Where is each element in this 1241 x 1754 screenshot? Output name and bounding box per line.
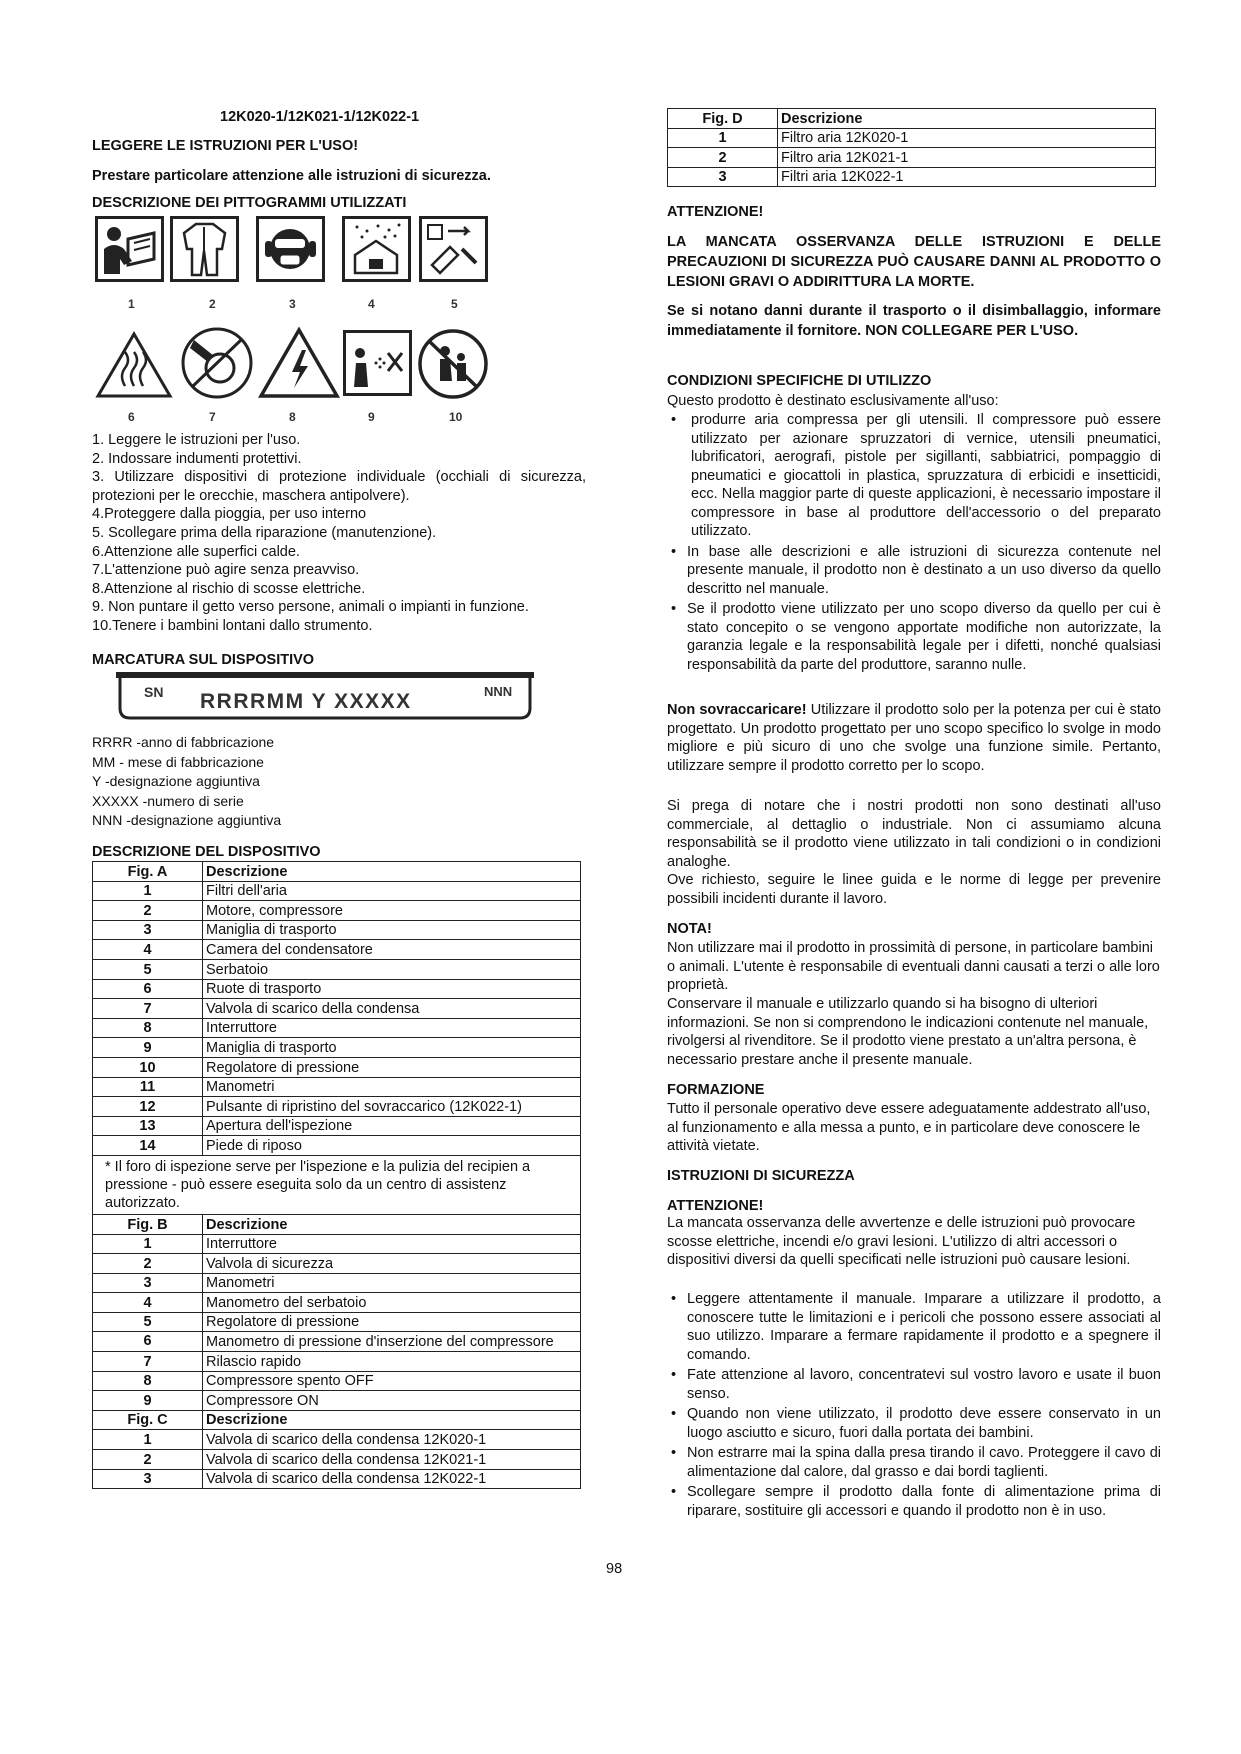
table-row — [93, 1430, 581, 1450]
pictogram-number-1: 1 — [128, 297, 135, 311]
marking-legend-item: XXXXX -numero di serie — [92, 792, 244, 809]
pictogram-list-item: 10.Tenere i bambini lontani dallo strumento. — [92, 617, 373, 634]
table-row — [93, 1057, 581, 1077]
list-item: • Se il prodotto viene utilizzato per uno scopo diverso da quello per cui è stato concepito o se vengono apportate modifiche non autorizzate, la garanzia legale e la responsabilità legale per i difetti, nonché qualsiasi responsabilità da parte del produttore, saranno nulle. — [667, 600, 1161, 674]
row-number: 6 — [93, 979, 203, 999]
fig-d-table — [667, 108, 1156, 187]
fig-d-header: Fig. D — [668, 109, 778, 129]
conditions-title: CONDIZIONI SPECIFICHE DI UTILIZZO — [667, 373, 932, 389]
nota-paragraph-1: Non utilizzare mai il prodotto in prossimità di persone, in particolare bambini o animali. L'utente è responsabile di eventuali danni causati a terzi o alle loro proprietà. — [667, 940, 1160, 993]
pictogram-number-2: 2 — [209, 297, 216, 311]
pictogram-list — [92, 431, 586, 636]
row-number: 6 — [93, 1332, 203, 1352]
table-row — [93, 1116, 581, 1136]
table-row — [93, 1352, 581, 1372]
row-description: Manometri — [203, 1273, 581, 1293]
pictogram-number-4: 4 — [368, 297, 375, 311]
fig-d-table-wrap — [667, 108, 1156, 187]
table-row — [93, 1018, 581, 1038]
nota-paragraph-2: Conservare il manuale e utilizzarlo quando si ha bisogno di ulteriori informazioni. Se non si comprendono le indicazioni contenute nel manuale, rivolgersi al rivenditore. Se il prodotto viene prestato a un'altra persona, è necessario prestare anche il presente manuale. — [667, 996, 1149, 1068]
row-description: Apertura dell'ispezione — [203, 1116, 581, 1136]
table-row — [668, 148, 1156, 168]
electric-shock-icon — [258, 326, 340, 400]
list-item: • Scollegare sempre il prodotto dalla fonte di alimentazione prima di riparare, sostituire gli accessori e quando il prodotto non è in uso. — [667, 1483, 1161, 1520]
row-number: 1 — [93, 881, 203, 901]
description-header: Descrizione — [203, 862, 581, 882]
marking-nnn: NNN — [484, 684, 513, 699]
row-number: 10 — [93, 1057, 203, 1077]
nota-title: NOTA! — [667, 921, 712, 937]
row-number: 5 — [93, 959, 203, 979]
row-number: 7 — [93, 1352, 203, 1372]
table-row — [93, 1332, 581, 1352]
row-description: Camera del condensatore — [203, 940, 581, 960]
row-number: 1 — [93, 1234, 203, 1254]
protect-from-rain-icon — [342, 216, 411, 282]
device-tables — [92, 861, 581, 1489]
conditions-list — [667, 411, 1161, 676]
description-header: Descrizione — [778, 109, 1156, 129]
pictogram-number-10: 10 — [449, 410, 463, 424]
inspection-note: * Il foro di ispezione serve per l'ispezione e la pulizia del recipien a pressione - può essere eseguita solo da un centro di assistenz autorizzato. — [93, 1155, 581, 1214]
list-item: • Fate attenzione al lavoro, concentratevi sul vostro lavoro e usate il buon senso. — [667, 1366, 1161, 1403]
fig-a-header: Fig. A — [93, 862, 203, 882]
row-number: 5 — [93, 1312, 203, 1332]
table-row — [93, 999, 581, 1019]
safety-list — [667, 1290, 1161, 1522]
warning-caps-text: LA MANCATA OSSERVANZA DELLE ISTRUZIONI E DELLE PRECAUZIONI DI SICUREZZA PUÒ CAUSARE DANNI AL PRODOTTO O LESIONI GRAVI O ADDIRITTURA LA MORTE. — [667, 234, 1161, 290]
overload-paragraph — [667, 701, 1161, 775]
list-item: • In base alle descrizioni e alle istruzioni di sicurezza contenute nel presente manuale, il prodotto non è destinato a un uso diverso da quello descritto nel manuale. — [667, 543, 1161, 599]
table-row — [93, 1077, 581, 1097]
pictogram-number-8: 8 — [289, 410, 296, 424]
table-row — [93, 1254, 581, 1274]
row-number: 7 — [93, 999, 203, 1019]
row-description: Valvola di scarico della condensa — [203, 999, 581, 1019]
row-description: Manometri — [203, 1077, 581, 1097]
table-row — [93, 881, 581, 901]
marking-legend — [92, 733, 281, 831]
row-description: Valvola di scarico della condensa 12K022-1 — [203, 1469, 581, 1489]
row-description: Filtri aria 12K022-1 — [778, 167, 1156, 187]
marking-legend-item: NNN -designazione aggiuntiva — [92, 812, 282, 828]
row-description: Compressore ON — [203, 1391, 581, 1411]
table-header — [668, 109, 1156, 129]
fig-a-table — [92, 861, 581, 1489]
training-paragraph: Tutto il personale operativo deve essere adeguatamente addestrato all'uso, al funzionamento e alla messa a punto, e in particolare deve conoscere le attività vietate. — [667, 1101, 1151, 1154]
training-title: FORMAZIONE — [667, 1082, 765, 1098]
row-number: 1 — [93, 1430, 203, 1450]
table-row — [93, 1450, 581, 1470]
read-instructions-heading: LEGGERE LE ISTRUZIONI PER L'USO! — [92, 138, 359, 154]
attention-heading: ATTENZIONE! — [667, 204, 764, 220]
pictogram-list-item: 9. Non puntare il getto verso persone, animali o impianti in funzione. — [92, 599, 529, 616]
do-not-point-jet-icon — [343, 330, 412, 396]
row-number: 13 — [93, 1116, 203, 1136]
pictogram-list-item: 2. Indossare indumenti protettivi. — [92, 450, 302, 467]
overload-text: Utilizzare il prodotto solo per la potenza per cui è stato progettato. Un prodotto progettato per uno scopo specifico lo svolge in modo migliore e più sicuro di uno che svolge una funzione simile. Pertanto, utilizzare sempre il prodotto corretto per lo scopo. — [667, 702, 1162, 774]
list-item: • produrre aria compressa per gli utensili. Il compressore può essere utilizzato per azionare spruzzatori di vernice, utensili pneumatici, lubrificatori, aerografi, pistole per sigillanti, sabbiatrici, pompaggio di pneumatici e giocattoli in plastica, spruzzatura di erbicidi e insetticidi, ecc. Nella maggior parte di queste applicazioni, è necessario impostare il compressore in base al produttore dell'accessorio o del preparato utilizzato. — [667, 411, 1161, 541]
table-row — [93, 1136, 581, 1156]
row-number: 3 — [93, 920, 203, 940]
row-description: Manometro di pressione d'inserzione del compressore — [203, 1332, 581, 1352]
row-description: Interruttore — [203, 1018, 581, 1038]
conditions-intro: Questo prodotto è destinato esclusivamente all'uso: — [667, 393, 999, 409]
row-description: Filtri dell'aria — [203, 881, 581, 901]
list-item: • Quando non viene utilizzato, il prodotto deve essere conservato in un luogo asciutto e sicuro, fuori dalla portata dei bambini. — [667, 1405, 1161, 1442]
table-row — [93, 1391, 581, 1411]
table-row — [93, 1038, 581, 1058]
table-header — [93, 1214, 581, 1234]
table-row — [93, 1234, 581, 1254]
hot-surface-icon — [95, 330, 173, 400]
overload-bold: Non sovraccaricare! — [667, 702, 807, 718]
row-description: Interruttore — [203, 1234, 581, 1254]
list-item: • Non estrarre mai la spina dalla presa tirando il cavo. Proteggere il cavo di alimentazione dal calore, dal grasso e dai bordi taglienti. — [667, 1444, 1161, 1481]
device-description-title: DESCRIZIONE DEL DISPOSITIVO — [92, 844, 321, 860]
list-item: • Leggere attentamente il manuale. Imparare a utilizzare il prodotto, a conoscere tutte le limitazioni e i pericoli che possono essere associati al suo utilizzo. Imparare a fermare rapidamente il prodotto e a spegnere il comando. — [667, 1290, 1161, 1364]
row-description: Filtro aria 12K020-1 — [778, 128, 1156, 148]
table-note-row — [93, 1155, 581, 1214]
marking-sn: SN — [144, 684, 164, 700]
row-number: 3 — [93, 1469, 203, 1489]
row-description: Filtro aria 12K021-1 — [778, 148, 1156, 168]
pictogram-number-3: 3 — [289, 297, 296, 311]
table-row — [93, 979, 581, 999]
pictogram-number-6: 6 — [128, 410, 135, 424]
pictograms-title: DESCRIZIONE DEI PITTOGRAMMI UTILIZZATI — [92, 195, 407, 211]
row-number: 1 — [668, 128, 778, 148]
row-description: Maniglia di trasporto — [203, 1038, 581, 1058]
row-description: Regolatore di pressione — [203, 1312, 581, 1332]
row-number: 14 — [93, 1136, 203, 1156]
safety-paragraph: La mancata osservanza delle avvertenze e delle istruzioni può provocare scosse elettriche, incendi e/o gravi lesioni. L'utilizzo di altri accessori o dispositivi diversi da quelli specificati nelle istruzioni può causare lesioni. — [667, 1215, 1136, 1268]
row-description: Compressore spento OFF — [203, 1371, 581, 1391]
pictogram-list-item: 8.Attenzione al rischio di scosse elettriche. — [92, 580, 366, 597]
pictogram-number-7: 7 — [209, 410, 216, 424]
table-header — [93, 862, 581, 882]
table-row — [93, 901, 581, 921]
pictogram-list-item: 5. Scollegare prima della riparazione (manutenzione). — [92, 524, 437, 541]
marking-legend-item: Y -designazione aggiuntiva — [92, 773, 260, 789]
read-manual-icon — [95, 216, 164, 282]
table-row — [93, 1273, 581, 1293]
row-description: Motore, compressore — [203, 901, 581, 921]
table-row — [93, 940, 581, 960]
row-description: Valvola di sicurezza — [203, 1254, 581, 1274]
table-row — [668, 167, 1156, 187]
table-row — [93, 1293, 581, 1313]
marking-legend-item: RRRR -anno di fabbricazione — [92, 734, 275, 750]
automatic-start-icon — [178, 326, 256, 400]
row-description: Ruote di trasporto — [203, 979, 581, 999]
row-description: Valvola di scarico della condensa 12K020-1 — [203, 1430, 581, 1450]
row-number: 4 — [93, 1293, 203, 1313]
row-number: 3 — [668, 167, 778, 187]
guidelines-paragraph: Ove richiesto, seguire le linee guida e le norme di legge per prevenire possibili incidenti durante il lavoro. — [667, 872, 1161, 907]
ppe-mask-icon — [256, 216, 325, 282]
row-number: 11 — [93, 1077, 203, 1097]
serial-marking-label — [116, 672, 534, 719]
description-header: Descrizione — [203, 1410, 581, 1430]
row-number: 3 — [93, 1273, 203, 1293]
table-row — [93, 1371, 581, 1391]
pictogram-list-item: 4.Proteggere dalla pioggia, per uso interno — [92, 506, 367, 523]
table-row — [93, 920, 581, 940]
row-description: Manometro del serbatoio — [203, 1293, 581, 1313]
row-number: 2 — [93, 1254, 203, 1274]
commercial-paragraph: Si prega di notare che i nostri prodotti non sono destinati all'uso commerciale, al dettaglio o industriale. Non ci assumiamo alcuna responsabilità se il prodotto viene utilizzato in tali condizioni o in condizioni analoghe. — [667, 798, 1161, 870]
row-description: Maniglia di trasporto — [203, 920, 581, 940]
row-description: Valvola di scarico della condensa 12K021-1 — [203, 1450, 581, 1470]
table-row — [668, 128, 1156, 148]
row-description: Piede di riposo — [203, 1136, 581, 1156]
row-description: Rilascio rapido — [203, 1352, 581, 1372]
row-number: 8 — [93, 1371, 203, 1391]
fig-c-header: Fig. C — [93, 1410, 203, 1430]
pictogram-list-item: 7.L'attenzione può agire senza preavviso. — [92, 562, 360, 579]
table-row — [93, 1097, 581, 1117]
page-number: 98 — [606, 1561, 623, 1577]
model-title: 12K020-1/12K021-1/12K022-1 — [220, 109, 420, 125]
pictogram-list-item: 1. Leggere le istruzioni per l'uso. — [92, 432, 301, 448]
fig-b-header: Fig. B — [93, 1214, 203, 1234]
transport-damage-text: Se si notano danni durante il trasporto o il disimballaggio, informare immediatamente il fornitore. NON COLLEGARE PER L'USO. — [667, 303, 1161, 339]
row-description: Regolatore di pressione — [203, 1057, 581, 1077]
row-number: 2 — [668, 148, 778, 168]
attention-heading-2: ATTENZIONE! — [667, 1198, 764, 1214]
pictogram-list-item: 3. Utilizzare dispositivi di protezione individuale (occhiali di sicurezza, protezioni per le orecchie, maschera antipolvere). — [92, 469, 586, 504]
row-number: 12 — [93, 1097, 203, 1117]
marking-legend-item: MM - mese di fabbricazione — [92, 753, 264, 770]
table-row — [93, 1469, 581, 1489]
row-number: 2 — [93, 901, 203, 921]
row-description: Serbatoio — [203, 959, 581, 979]
marking-code: RRRRMM Y XXXXX — [200, 690, 412, 713]
row-number: 9 — [93, 1391, 203, 1411]
description-header: Descrizione — [203, 1214, 581, 1234]
safety-attention-heading: Prestare particolare attenzione alle istruzioni di sicurezza. — [92, 168, 491, 184]
safety-title: ISTRUZIONI DI SICUREZZA — [667, 1168, 855, 1184]
table-header — [93, 1410, 581, 1430]
row-description: Pulsante di ripristino del sovraccarico (12K022-1) — [203, 1097, 581, 1117]
row-number: 8 — [93, 1018, 203, 1038]
protective-clothing-icon — [170, 216, 239, 282]
pictogram-list-item: 6.Attenzione alle superfici calde. — [92, 543, 300, 560]
disconnect-before-repair-icon — [419, 216, 488, 282]
row-number: 9 — [93, 1038, 203, 1058]
table-row — [93, 959, 581, 979]
pictogram-number-9: 9 — [368, 410, 375, 424]
row-number: 4 — [93, 940, 203, 960]
marking-title: MARCATURA SUL DISPOSITIVO — [92, 652, 315, 668]
table-row — [93, 1312, 581, 1332]
pictogram-number-5: 5 — [451, 297, 458, 311]
row-number: 2 — [93, 1450, 203, 1470]
keep-children-away-icon — [416, 327, 490, 401]
